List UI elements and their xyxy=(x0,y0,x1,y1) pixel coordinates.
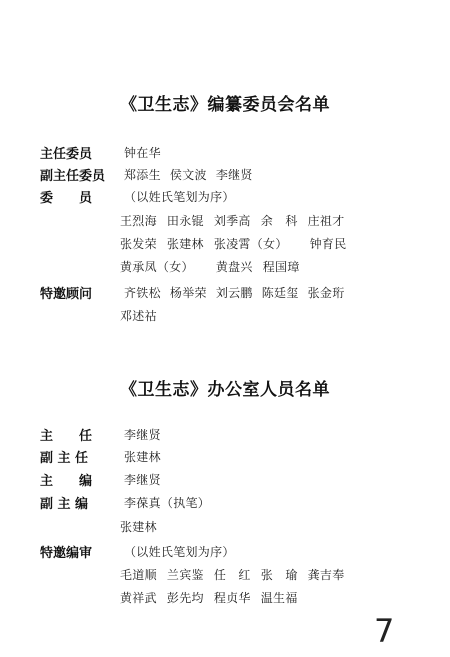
special-editor-name: 毛道顺 xyxy=(120,567,157,582)
member-name: 钟育民 xyxy=(309,236,347,251)
special-editor-name: 兰宾鉴 xyxy=(166,567,204,582)
office-title: 《卫生志》办公室人员名单 xyxy=(120,380,330,400)
special-editor-name: 张 瑜 xyxy=(260,567,298,582)
page-number: 7 xyxy=(374,612,395,650)
special-editors-line-2 xyxy=(120,587,298,607)
member-name: 张建林 xyxy=(166,236,204,251)
special-editor-name: 龚吉奉 xyxy=(307,567,345,582)
member-label: 委 员 xyxy=(40,190,93,206)
advisor-name: 齐铁松 xyxy=(124,285,161,300)
director-name: 钟在华 xyxy=(124,145,161,160)
advisor-name: 陈廷玺 xyxy=(261,285,299,300)
member-name: 王烈海 xyxy=(120,213,157,228)
advisors-line-2 xyxy=(120,305,157,325)
committee-title: 《卫生志》编纂委员会名单 xyxy=(120,95,330,115)
members-line-1 xyxy=(120,210,345,230)
member-name: 余 科 xyxy=(260,213,298,228)
member-name: 黄盘兴 xyxy=(215,259,253,274)
member-name: 张凌霄（女） xyxy=(213,236,288,251)
special-editors-line-1 xyxy=(120,564,345,584)
special-editor-label: 特邀编审 xyxy=(40,545,93,561)
special-editor-name: 彭先均 xyxy=(166,590,204,605)
director-row xyxy=(40,142,170,162)
special-editor-name: 温生福 xyxy=(260,590,298,605)
advisor-row xyxy=(40,282,354,302)
vice-editor-line-2 xyxy=(120,516,157,536)
members-line-2 xyxy=(120,233,347,253)
advisor-name: 张金珩 xyxy=(307,285,345,300)
vice-editor-name: 张建林 xyxy=(120,519,157,534)
vice-head-label: 副 主 任 xyxy=(40,450,89,466)
member-name: 黄承凤（女） xyxy=(120,259,194,274)
member-note: （以姓氏笔划为序） xyxy=(124,189,235,204)
member-name: 张发荣 xyxy=(120,236,157,251)
vice-director-name: 李继贤 xyxy=(215,167,253,182)
special-editor-name: 程贞华 xyxy=(213,590,251,605)
editor-row xyxy=(40,469,170,489)
editor-label: 主 编 xyxy=(40,473,93,489)
vice-editor-row xyxy=(40,492,219,512)
advisor-name: 邓述祜 xyxy=(120,308,157,323)
special-editor-row xyxy=(40,541,244,561)
member-name: 田永锟 xyxy=(166,213,204,228)
vice-editor-label: 副 主 编 xyxy=(40,496,89,512)
advisor-name: 杨举荣 xyxy=(169,285,207,300)
member-name: 刘季高 xyxy=(213,213,251,228)
vice-director-row xyxy=(40,164,262,184)
editor-name: 李继贤 xyxy=(124,472,161,487)
head-label: 主 任 xyxy=(40,428,93,444)
special-editor-name: 黄祥武 xyxy=(120,590,157,605)
members-line-3 xyxy=(120,256,300,276)
vice-editor-name: 李葆真（执笔） xyxy=(124,495,211,510)
special-editor-name: 任 红 xyxy=(213,567,251,582)
vice-director-name: 侯文波 xyxy=(169,167,207,182)
director-label: 主任委员 xyxy=(40,146,93,162)
head-row xyxy=(40,424,170,444)
vice-director-label: 副主任委员 xyxy=(40,168,106,184)
vice-director-name: 郑添生 xyxy=(124,167,161,182)
member-row xyxy=(40,186,244,206)
special-editor-note: （以姓氏笔划为序） xyxy=(124,544,235,559)
advisor-label: 特邀顾问 xyxy=(40,286,93,302)
advisor-name: 刘云鹏 xyxy=(215,285,253,300)
member-name: 程国璋 xyxy=(262,259,300,274)
member-name: 庄祖才 xyxy=(307,213,345,228)
vice-head-name: 张建林 xyxy=(124,449,161,464)
head-name: 李继贤 xyxy=(124,427,161,442)
vice-head-row xyxy=(40,446,170,466)
